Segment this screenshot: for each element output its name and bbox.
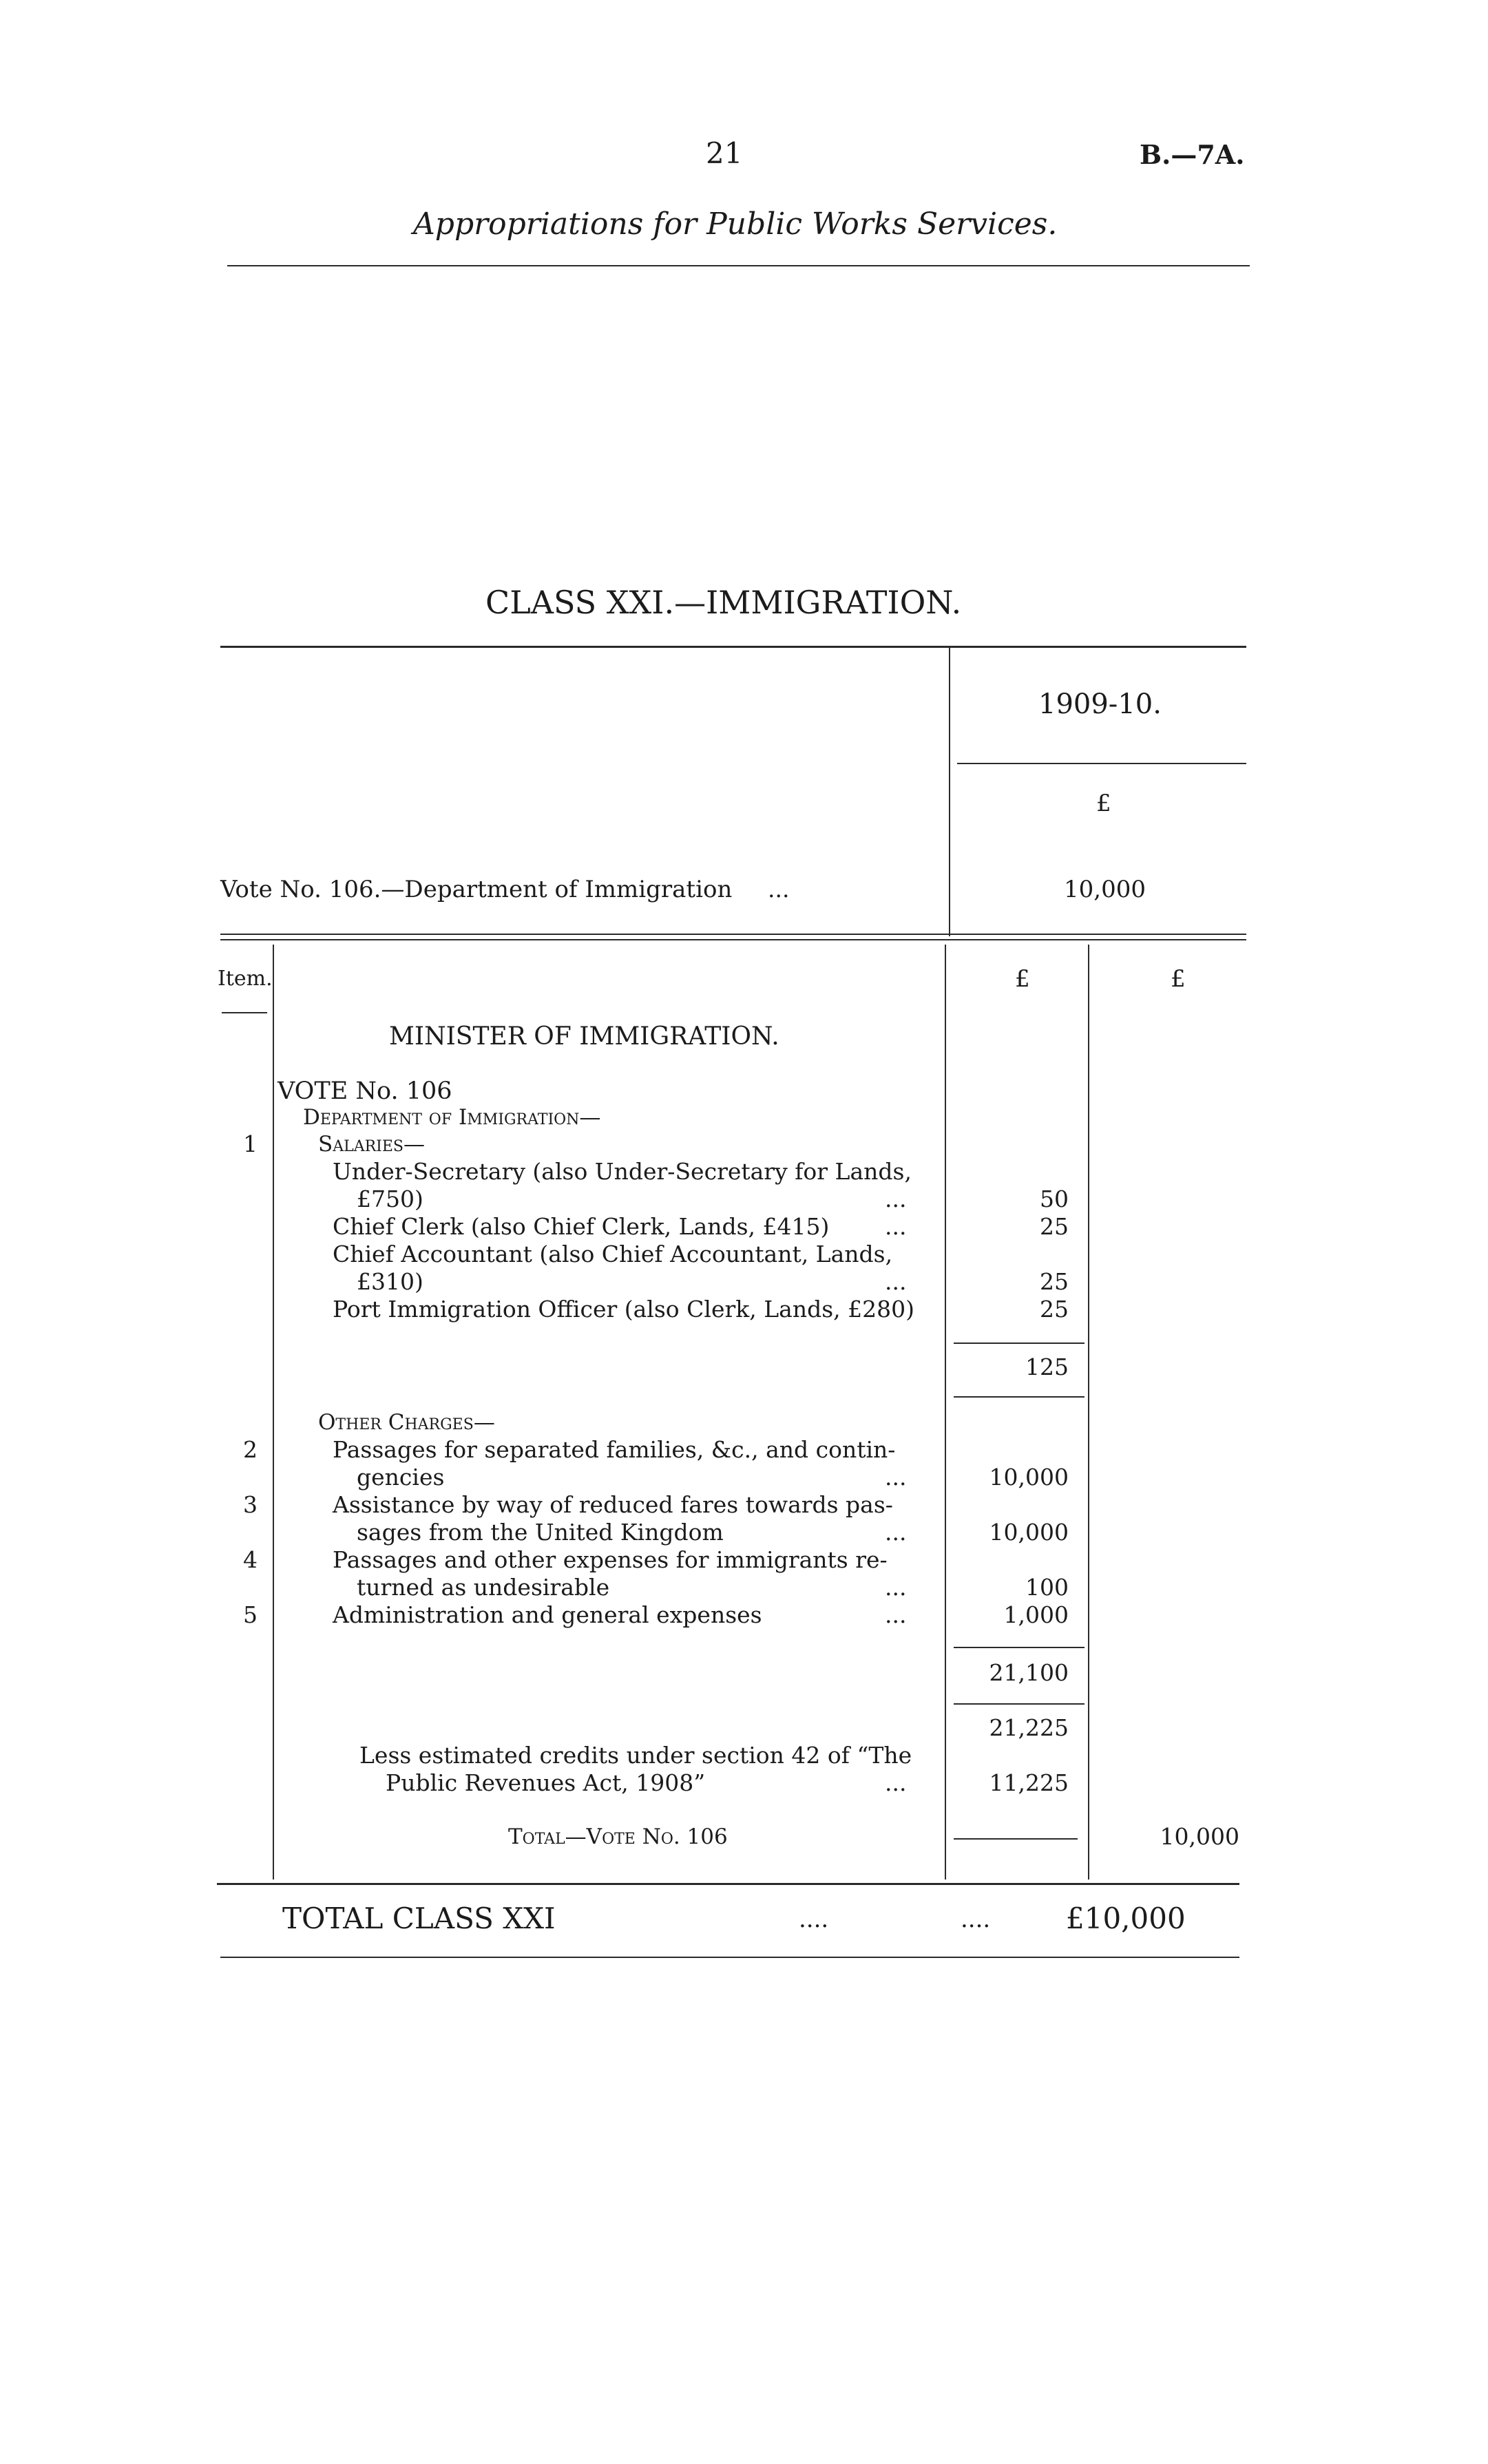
subtotal-rule: [954, 1396, 1084, 1398]
item-column-divider: [273, 945, 274, 1879]
salary-line: £310): [357, 1268, 423, 1295]
salary-line: Chief Clerk (also Chief Clerk, Lands, £415): [333, 1213, 830, 1240]
salary-amount: 25: [1040, 1268, 1069, 1295]
year-header-rule: [957, 763, 1246, 764]
leader-dots: ....: [799, 1906, 829, 1933]
subtotal-rule: [954, 1703, 1084, 1705]
leader-dots: ...: [885, 1268, 907, 1295]
charge-line: Passages and other expenses for immigrants re-: [333, 1546, 888, 1573]
summary-vote-amount: 10,000: [1064, 876, 1146, 903]
leader-dots: ...: [885, 1574, 907, 1601]
credits-amount: 11,225: [989, 1769, 1069, 1796]
vote-total-dash: [954, 1838, 1078, 1840]
document-reference: B.—7A.: [1140, 139, 1245, 170]
charge-line: Assistance by way of reduced fares towards pas-: [333, 1491, 893, 1518]
charge-line: Passages for separated families, &c., and contin-: [333, 1436, 896, 1463]
summary-column-divider: [949, 647, 950, 936]
charge-amount: 100: [1025, 1574, 1069, 1601]
charge-amount: 10,000: [989, 1519, 1069, 1546]
item-number: 3: [243, 1491, 258, 1518]
other-charges-subtotal: 21,100: [989, 1659, 1069, 1686]
item-column-header: Item.: [218, 967, 273, 991]
credits-line: Public Revenues Act, 1908”: [386, 1769, 706, 1796]
page-number: 21: [706, 136, 743, 170]
class-heading-rule: [220, 646, 1246, 648]
salary-amount: 25: [1040, 1213, 1069, 1240]
class-total-label: TOTAL CLASS XXI: [282, 1902, 556, 1935]
salary-line: £750): [357, 1186, 423, 1212]
vote-heading: VOTE No. 106: [277, 1077, 452, 1105]
item-number: 1: [243, 1130, 258, 1157]
minister-heading: MINISTER OF IMMIGRATION.: [389, 1022, 779, 1051]
class-total-amount: £10,000: [1066, 1902, 1186, 1935]
summary-currency: £: [1096, 790, 1111, 817]
currency-column-2: £: [1171, 965, 1186, 993]
class-heading: CLASS XXI.—IMMIGRATION.: [485, 584, 962, 621]
department-heading: Department of Immigration—: [303, 1105, 601, 1130]
item-number: 4: [243, 1546, 258, 1573]
salary-line: Chief Accountant (also Chief Accountant, Lands,: [333, 1241, 893, 1267]
vote-total-label: Total—Vote No. 106: [508, 1824, 728, 1849]
charge-line: gencies: [357, 1464, 445, 1491]
leader-dots: ...: [885, 1519, 907, 1546]
leader-dots: ...: [885, 1464, 907, 1491]
summary-vote-leader: ...: [768, 876, 790, 903]
leader-dots: ....: [961, 1906, 991, 1933]
salaries-heading: Salaries—: [318, 1132, 426, 1157]
salary-line: Under-Secretary (also Under-Secretary for Lands,: [333, 1158, 912, 1185]
charge-line: Administration and general expenses: [333, 1601, 762, 1628]
footer-rule: [220, 1957, 1239, 1958]
running-title: Appropriations for Public Works Services.: [413, 207, 1058, 242]
amount-column-divider-1: [945, 945, 946, 1879]
salary-amount: 50: [1040, 1186, 1069, 1212]
item-number: 2: [243, 1436, 258, 1463]
salaries-subtotal: 125: [1025, 1354, 1069, 1380]
charge-amount: 1,000: [1003, 1601, 1069, 1628]
salary-line: Port Immigration Officer (also Clerk, Lands, £280): [333, 1296, 914, 1323]
gross-total: 21,225: [989, 1714, 1069, 1741]
table-bottom-rule: [217, 1883, 1239, 1885]
amount-column-divider-2: [1088, 945, 1089, 1879]
charge-line: turned as undesirable: [357, 1574, 610, 1601]
leader-dots: ...: [885, 1769, 907, 1796]
credits-line: Less estimated credits under section 42 of “The: [359, 1742, 912, 1769]
item-number: 5: [243, 1601, 258, 1628]
header-rule: [227, 265, 1250, 266]
leader-dots: ...: [885, 1186, 907, 1212]
item-header-underline: [222, 1012, 267, 1013]
summary-rule-2: [220, 939, 1246, 940]
vote-total-amount: 10,000: [1160, 1823, 1239, 1850]
salary-amount: 25: [1040, 1296, 1069, 1323]
currency-column-1: £: [1015, 965, 1030, 993]
summary-vote-label: Vote No. 106.—Department of Immigration: [220, 876, 733, 903]
subtotal-rule: [954, 1647, 1084, 1648]
charge-amount: 10,000: [989, 1464, 1069, 1491]
subtotal-rule: [954, 1342, 1084, 1344]
charge-line: sages from the United Kingdom: [357, 1519, 724, 1546]
year-header: 1909-10.: [1038, 688, 1162, 720]
other-charges-heading: Other Charges—: [318, 1410, 495, 1435]
leader-dots: ...: [885, 1601, 907, 1628]
summary-rule-1: [220, 934, 1246, 935]
leader-dots: ...: [885, 1213, 907, 1240]
